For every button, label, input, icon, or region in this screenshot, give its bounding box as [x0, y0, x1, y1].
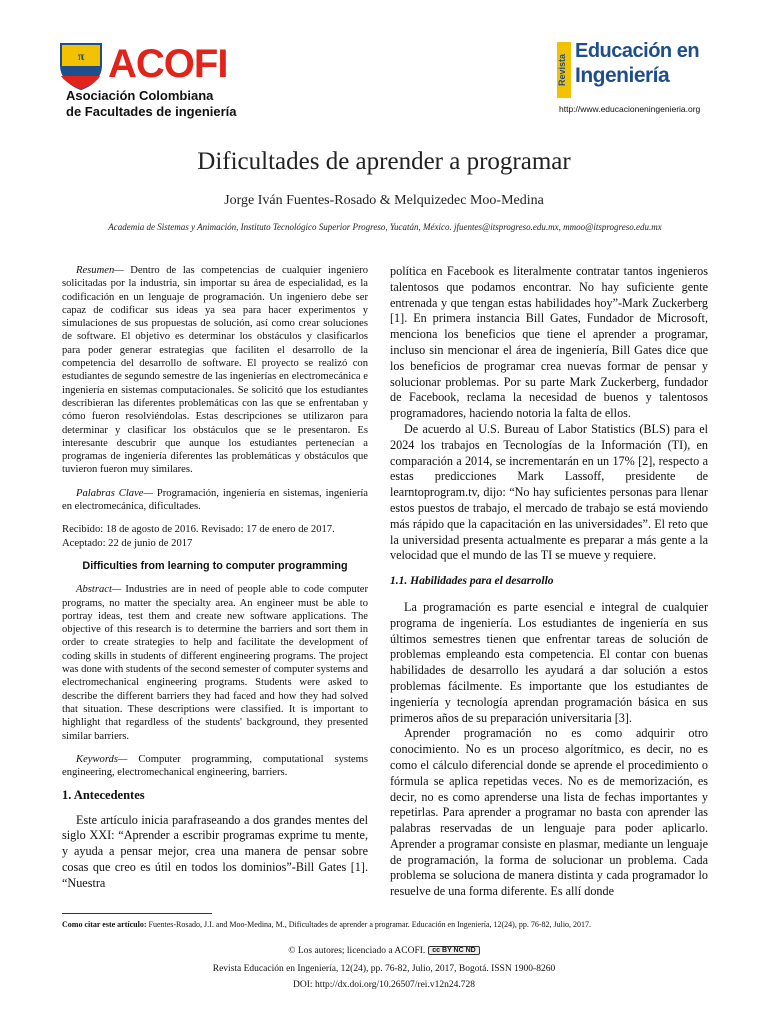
acofi-logo: [58, 40, 237, 126]
acofi-wordmark: ACOFI: [108, 42, 228, 86]
journal-name-line2: Ingeniería: [575, 64, 670, 87]
doi-link[interactable]: DOI: http://dx.doi.org/10.26507/rei.v12n24.728: [293, 980, 475, 990]
license-line: [0, 946, 768, 956]
keywords-paragraph: [62, 753, 368, 780]
right-paragraph-2: De acuerdo al U.S. Bureau of Labor Statistics (BLS) para el 2024 los trabajos en Tecnologías de la Información (TI), en comparación a 2014, se incrementarán en un 17% [2], respecto a estas predicciones Mark Lassoff, presidente de learntoprogram.tv, dijo: “No hay suficientes personas para llenar estos puestos de trabajo, el mercado de trabajo se está moviendo más rápido que la capacitación en las universidades”. El reto que la universidad presenta actualmente es preparar a más gente a la velocidad que el mundo de las TI se mueve y requiere.: [390, 421, 708, 563]
section-1-paragraph: Este artículo inicia parafraseando a dos grandes mentes del siglo XXI: “Aprender a escribir programas exprime tu mente, y ayuda a pensar mejor, crea una manera de pensar sobre cosas que creo es útil en todos los dominios”-Bill Gates [1]. “Nuestra: [62, 812, 368, 890]
acofi-shield-icon: [58, 40, 104, 90]
english-title: Difficulties from learning to computer programming: [82, 559, 348, 572]
resumen-text: Dentro de las competencias de cualquier ingeniero solicitadas por la industria, sin importar su área de especialidad, es la codificación en un lenguaje de programación. Un ingeniero debe ser capaz de codificar sus ideas ya sea para hacer experimentos y simulaciones de sus propuestas de solución, así como crear soluciones de software. El objetivo es determinar los obstáculos y clasificarlos para poder generar estrategias que faciliten el desarrollo de la competencia del desarrollo de software. El proyecto se realizó con estudiantes de segundo semestre de las ingenierías en electromecánica e ingeniería en sistemas computacionales. Se solicitó que los estudiantes describieran las diferentes problemáticas con las que se enfrentaban y cómo fueron resolviéndolas. Estas descripciones se utilizaron para determinar y clasificar los obstáculos que se le presentaron. Es interesante descubrir que aunque los estudiantes pertenecían a programas de ingeniería diferentes las problemáticas y obstáculos que tuvieron fueron muy similares.: [62, 265, 368, 476]
author-affiliation: Academia de Sistemas y Animación, Instituto Tecnológico Superior Progreso, Yucatán, México. jfuentes@itsprogreso.edu.mx, mmoo@itsprogreso.edu.mx: [108, 222, 662, 232]
palabras-clave-label: Palabras Clave—: [76, 487, 153, 499]
license-text: © Los autores; licenciado a ACOFI.: [288, 946, 426, 956]
resumen-paragraph: [62, 264, 368, 477]
journal-revista-tab: Revista: [557, 42, 571, 98]
dates-line-2: Aceptado: 22 de junio de 2017: [62, 537, 193, 549]
keywords-text: Computer programming, computational systems engineering, electromechanical engineering, barriers.: [62, 753, 368, 779]
abstract-paragraph: [62, 583, 368, 743]
citation-note: [62, 920, 722, 929]
right-column: [390, 264, 708, 900]
right-paragraph-3: La programación es parte esencial e integral de cualquier programa de ingeniería. Los estudiantes de ingeniería en sus últimos semestres tienen que enfrentar tareas de solución de problemas empleando esta competencia. El contar con buenas habilidades de desarrollo les ayudará a dar solución a estos problemas fácilmente. Es importante que los estudiantes de ingeniería y tecnología aprendan programación básica en sus primeros años de su preparación universitaria [3].: [390, 599, 708, 725]
paper-title: Dificultades de aprender a programar: [197, 148, 571, 175]
right-paragraph-4: Aprender programación no es como adquirir otro conocimiento. No es un proceso algorítmico, es decir, no es como el cálculo diferencial donde se aprende el procedimiento o fórmula se aplica repetidas veces. No es de memorización, es decir, no es como aprenderse una lista de fechas importantes y repetirlas. Para aprender a programar no basta con aprender las palabras reservadas de un lenguaje para poder aplicarlo. Aprender a programar consiste en plasmar, mediante un lenguaje de programación, la forma de solucionar un problema. Cada problema se soluciona de manera distinta y cada programador lo resuelve de una forma diferente. Es allí donde: [390, 726, 708, 899]
left-column: [62, 264, 368, 892]
abstract-label: Abstract—: [76, 584, 122, 596]
paper-authors: Jorge Iván Fuentes-Rosado & Melquizedec Moo-Medina: [224, 193, 544, 208]
acofi-name-line1: Asociación Colombiana: [66, 88, 214, 103]
journal-info-line: Revista Educación en Ingeniería, 12(24), pp. 76-82, Julio, 2017, Bogotá. ISSN 1900-8260: [212, 964, 556, 974]
resumen-label: Resumen—: [76, 265, 124, 276]
citation-text: Fuentes-Rosado, J.I. and Moo-Medina, M., Dificultades de aprender a programar. Educación en Ingeniería, 12(24), pp. 76-82, Julio, 2017.: [146, 920, 592, 929]
journal-name-line1: Educación en: [575, 40, 700, 62]
subsection-1-1-heading: 1.1. Habilidades para el desarrollo: [390, 575, 554, 588]
journal-logo: [557, 40, 717, 120]
dates-line-1: Recibido: 18 de agosto de 2016. Revisado: 17 de enero de 2017.: [62, 524, 335, 536]
svg-text:π: π: [77, 49, 85, 63]
section-1-heading: 1. Antecedentes: [62, 788, 145, 803]
keywords-label: Keywords—: [76, 753, 128, 765]
creative-commons-icon[interactable]: cc BY NC ND: [428, 946, 479, 955]
acofi-name-line2: de Facultades de ingeniería: [66, 104, 237, 119]
footer-divider: [62, 913, 212, 914]
citation-label: Como citar este artículo:: [62, 920, 147, 929]
palabras-clave-paragraph: [62, 487, 368, 514]
palabras-clave-text: Programación, ingeniería en sistemas, ingeniería en electromecánica, dificultades.: [62, 487, 368, 513]
right-paragraph-1: política en Facebook es literalmente contratar tantos ingenieros talentosos que podamos encontrar. No hay suficiente gente entrenada y que tengan estas habilidades hoy”-Mark Zuckerberg [1]. En primera instancia Bill Gates, Fundador de Microsoft, menciona los beneficios que tiene el aprender a programar, incluso sin mencionar el área de ingeniería, Bill Gates dice que los beneficios de programar crea nuevas formar de pensar y solucionar problemas. Por su parte Mark Zuckerberg, fundador de Facebook, reclama la necesidad de buenos y talentosos programadores, haciendo notoria la falta de ellos.: [390, 264, 708, 421]
journal-url-link[interactable]: http://www.educacioneningenieria.org: [559, 104, 701, 114]
abstract-text: Industries are in need of people able to code computer programs, no matter the specialty area. An engineer must be able to portray ideas, test them and create new software applications. The objective of this research is to determine the barriers and sort them in order to create strategies to help and facilitate the development of coding skills in students of different engineering programs. The project was done with students of the second semester of computer systems and electromechanical engineering programs. Students were asked to describe the different barriers they had faced and how they had solved that situation. These descriptions were classified. It is important to highlight that regardless of the students' background, they presented similar barriers.: [62, 584, 368, 742]
